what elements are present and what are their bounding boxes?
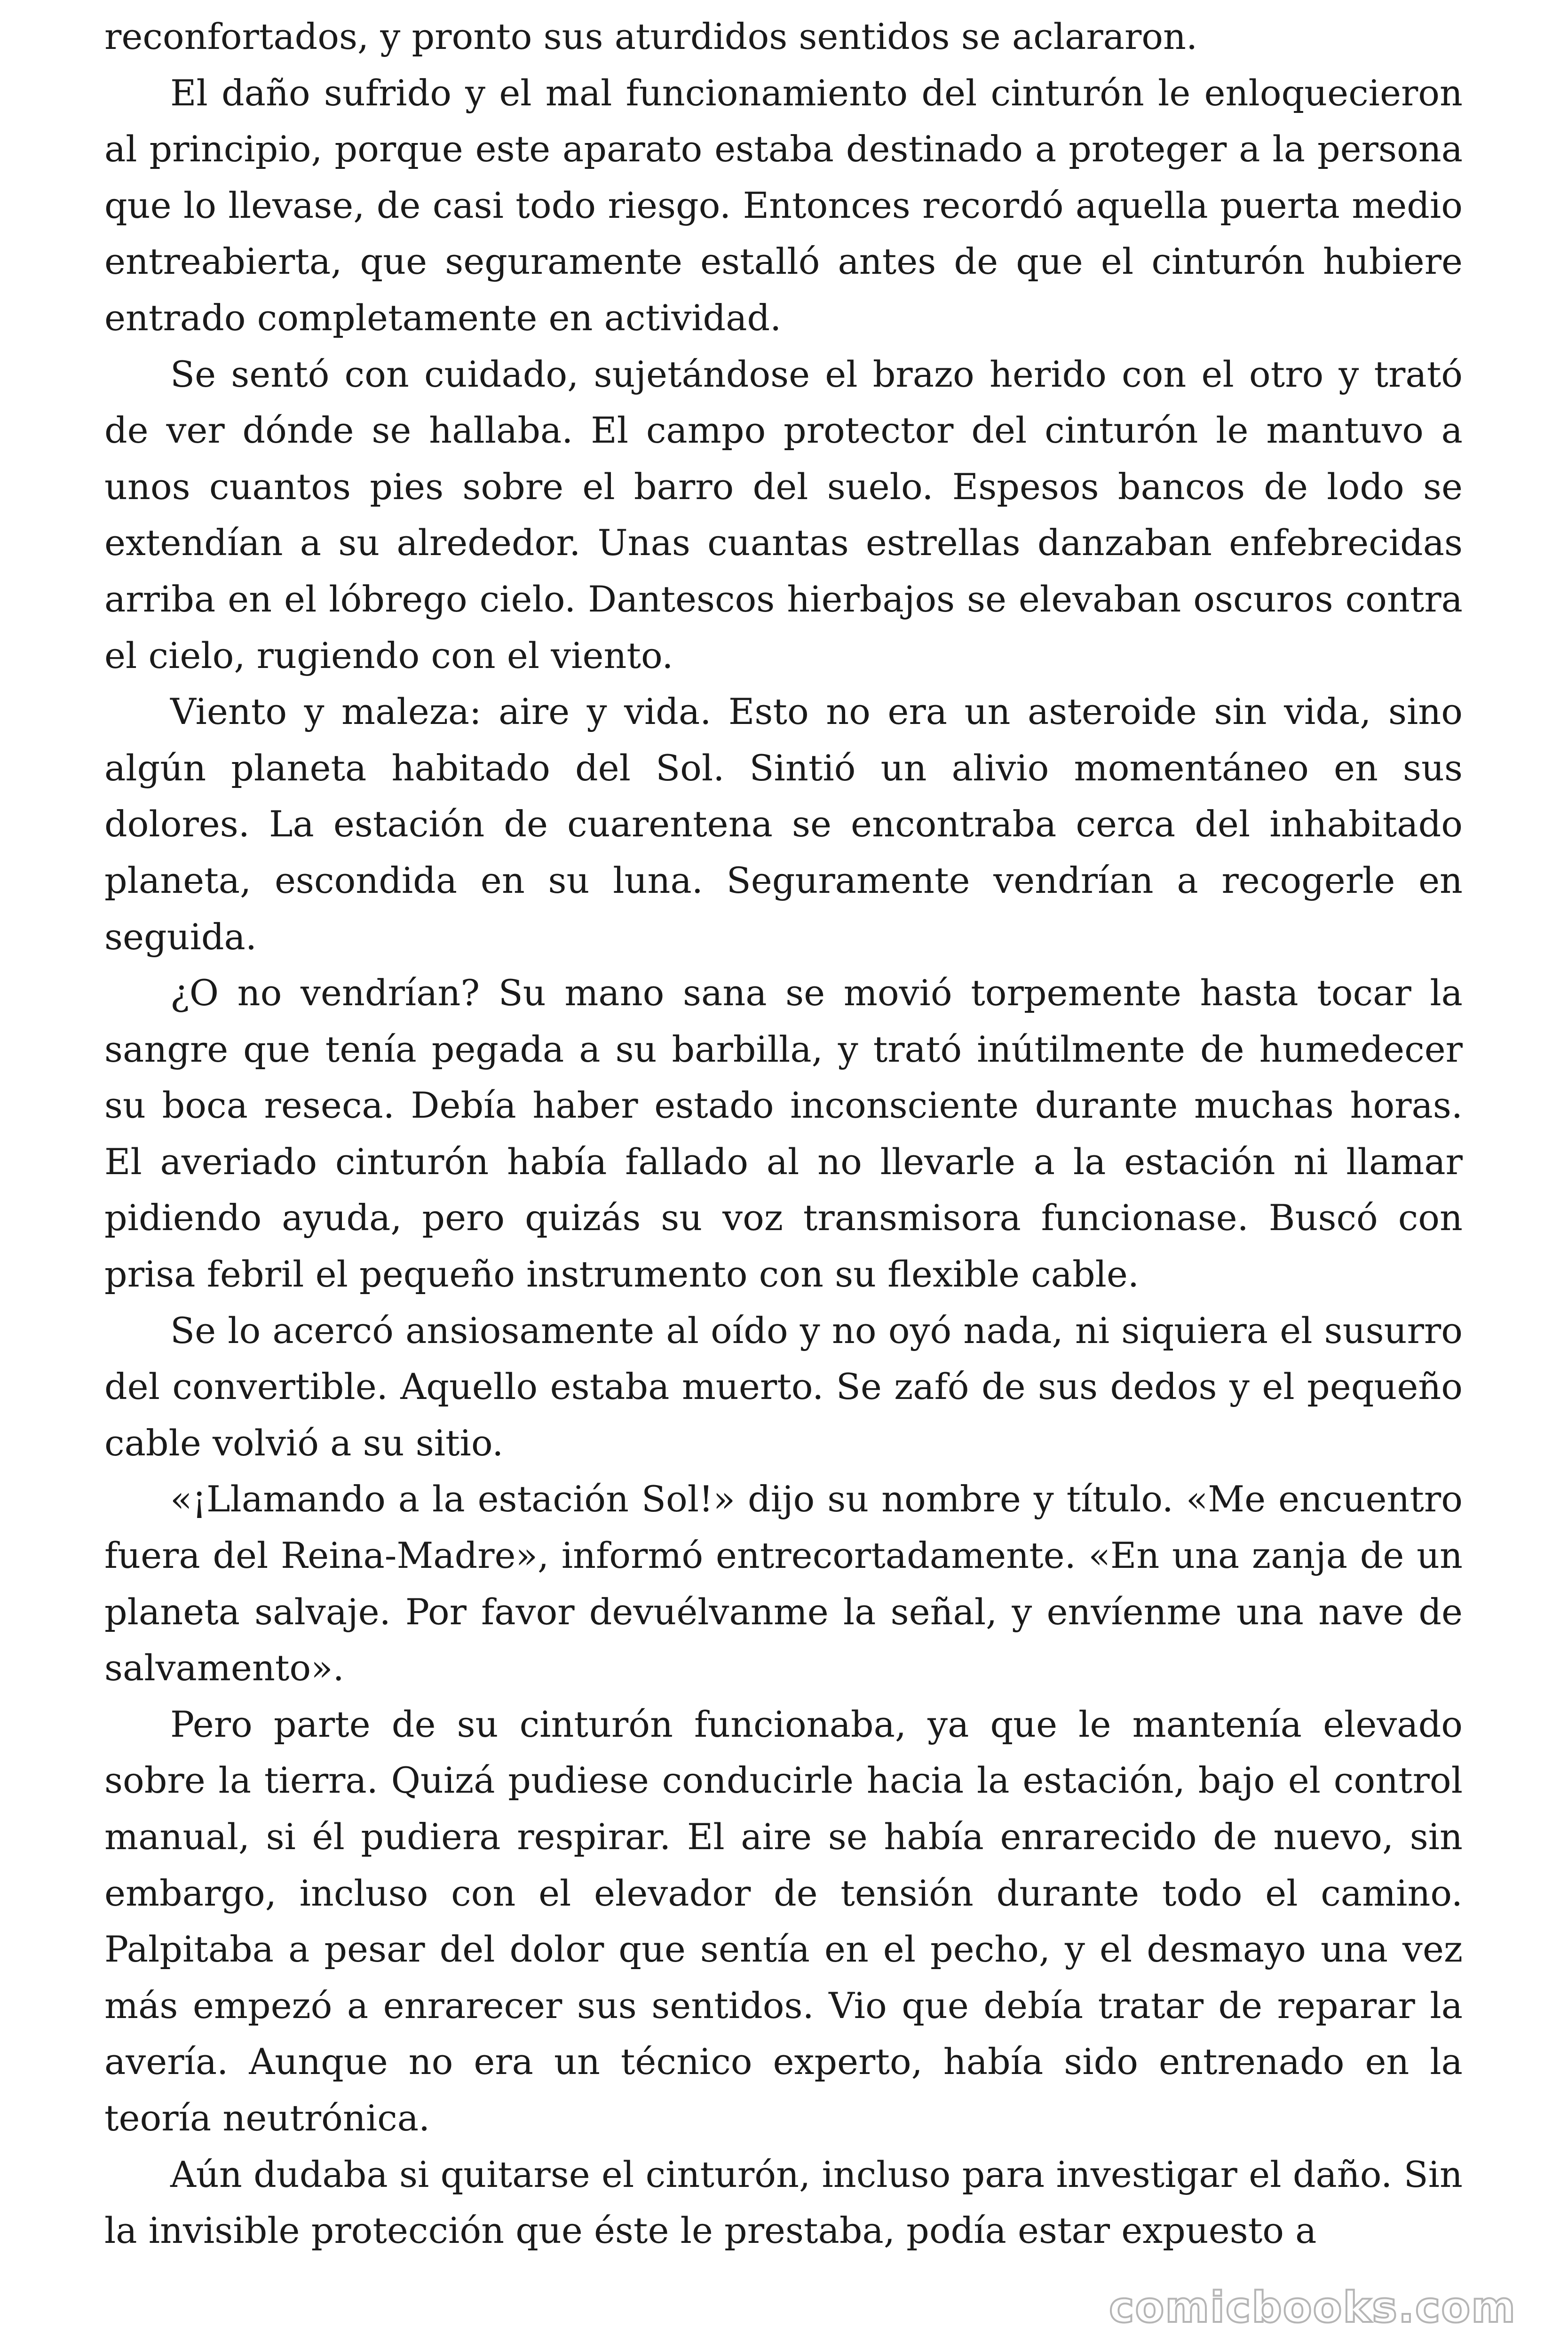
paragraph-5: ¿O no vendrían? Su mano sana se movió torpemente hasta tocar la sangre que tenía pegada a su barbilla, y trató inútilmente de humedecer su boca reseca. Debía haber estado inconsciente durante muchas horas. El averiado cinturón había fallado al no llevarle a la estación ni llamar pidiendo ayuda, pero quizás su voz transmisora funcionase. Buscó con prisa febril el pequeño instrumento con su flexible cable. (104, 972, 1463, 1295)
paragraph-8: Pero parte de su cinturón funcionaba, ya que le mantenía elevado sobre la tierra. Quizá pudiese conducirle hacia la estación, bajo el control manual, si él pudiera respirar. El aire se había enrarecido de nuevo, sin embargo, incluso con el elevador de tensión durante todo el camino. Palpitaba a pesar del dolor que sentía en el pecho, y el desmayo una vez más empezó a enrarecer sus sentidos. Vio que debía tratar de reparar la avería. Aunque no era un técnico experto, había sido entrenado en la teoría neutrónica. (104, 1703, 1463, 2139)
paragraph-4: Viento y maleza: aire y vida. Esto no era un asteroide sin vida, sino algún planeta habitado del Sol. Sintió un alivio momentáneo en sus dolores. La estación de cuarentena se encontraba cerca del inhabitado planeta, escondida en su luna. Seguramente vendrían a recogerle en seguida. (104, 691, 1463, 958)
paragraph-9: Aún dudaba si quitarse el cinturón, incluso para investigar el daño. Sin la invisible protección que éste le prestaba, podía estar expuesto a (104, 2153, 1463, 2252)
paragraph-3: Se sentó con cuidado, sujetándose el brazo herido con el otro y trató de ver dónde se hallaba. El campo protector del cinturón le mantuvo a unos cuantos pies sobre el barro del suelo. Espesos bancos de lodo se extendían a su alrededor. Unas cuantas estrellas danzaban enfebrecidas arriba en el lóbrego cielo. Dantescos hierbajos se elevaban oscuros contra el cielo, rugiendo con el viento. (104, 353, 1463, 676)
paragraph-1: reconfortados, y pronto sus aturdidos sentidos se aclararon. (104, 16, 1198, 57)
paragraph-7: «¡Llamando a la estación Sol!» dijo su nombre y título. «Me encuentro fuera del Reina-Madre», informó entrecortadamente. «En una zanja de un planeta salvaje. Por favor devuélvanme la señal, y envíenme una nave de salvamento». (104, 1478, 1463, 1689)
paragraph-2: El daño sufrido y el mal funcionamiento del cinturón le enloquecieron al principio, porque este aparato estaba destinado a proteger a la persona que lo llevase, de casi todo riesgo. Entonces recordó aquella puerta medio entreabierta, que seguramente estalló antes de que el cinturón hubiere entrado completamente en actividad. (104, 72, 1463, 339)
site-watermark: comicbooks.com (1109, 2283, 1516, 2332)
paragraph-6: Se lo acercó ansiosamente al oído y no oyó nada, ni siquiera el susurro del convertible. Aquello estaba muerto. Se zafó de sus dedos y el pequeño cable volvió a su sitio. (104, 1309, 1463, 1464)
book-page-text (104, 8, 1463, 2259)
